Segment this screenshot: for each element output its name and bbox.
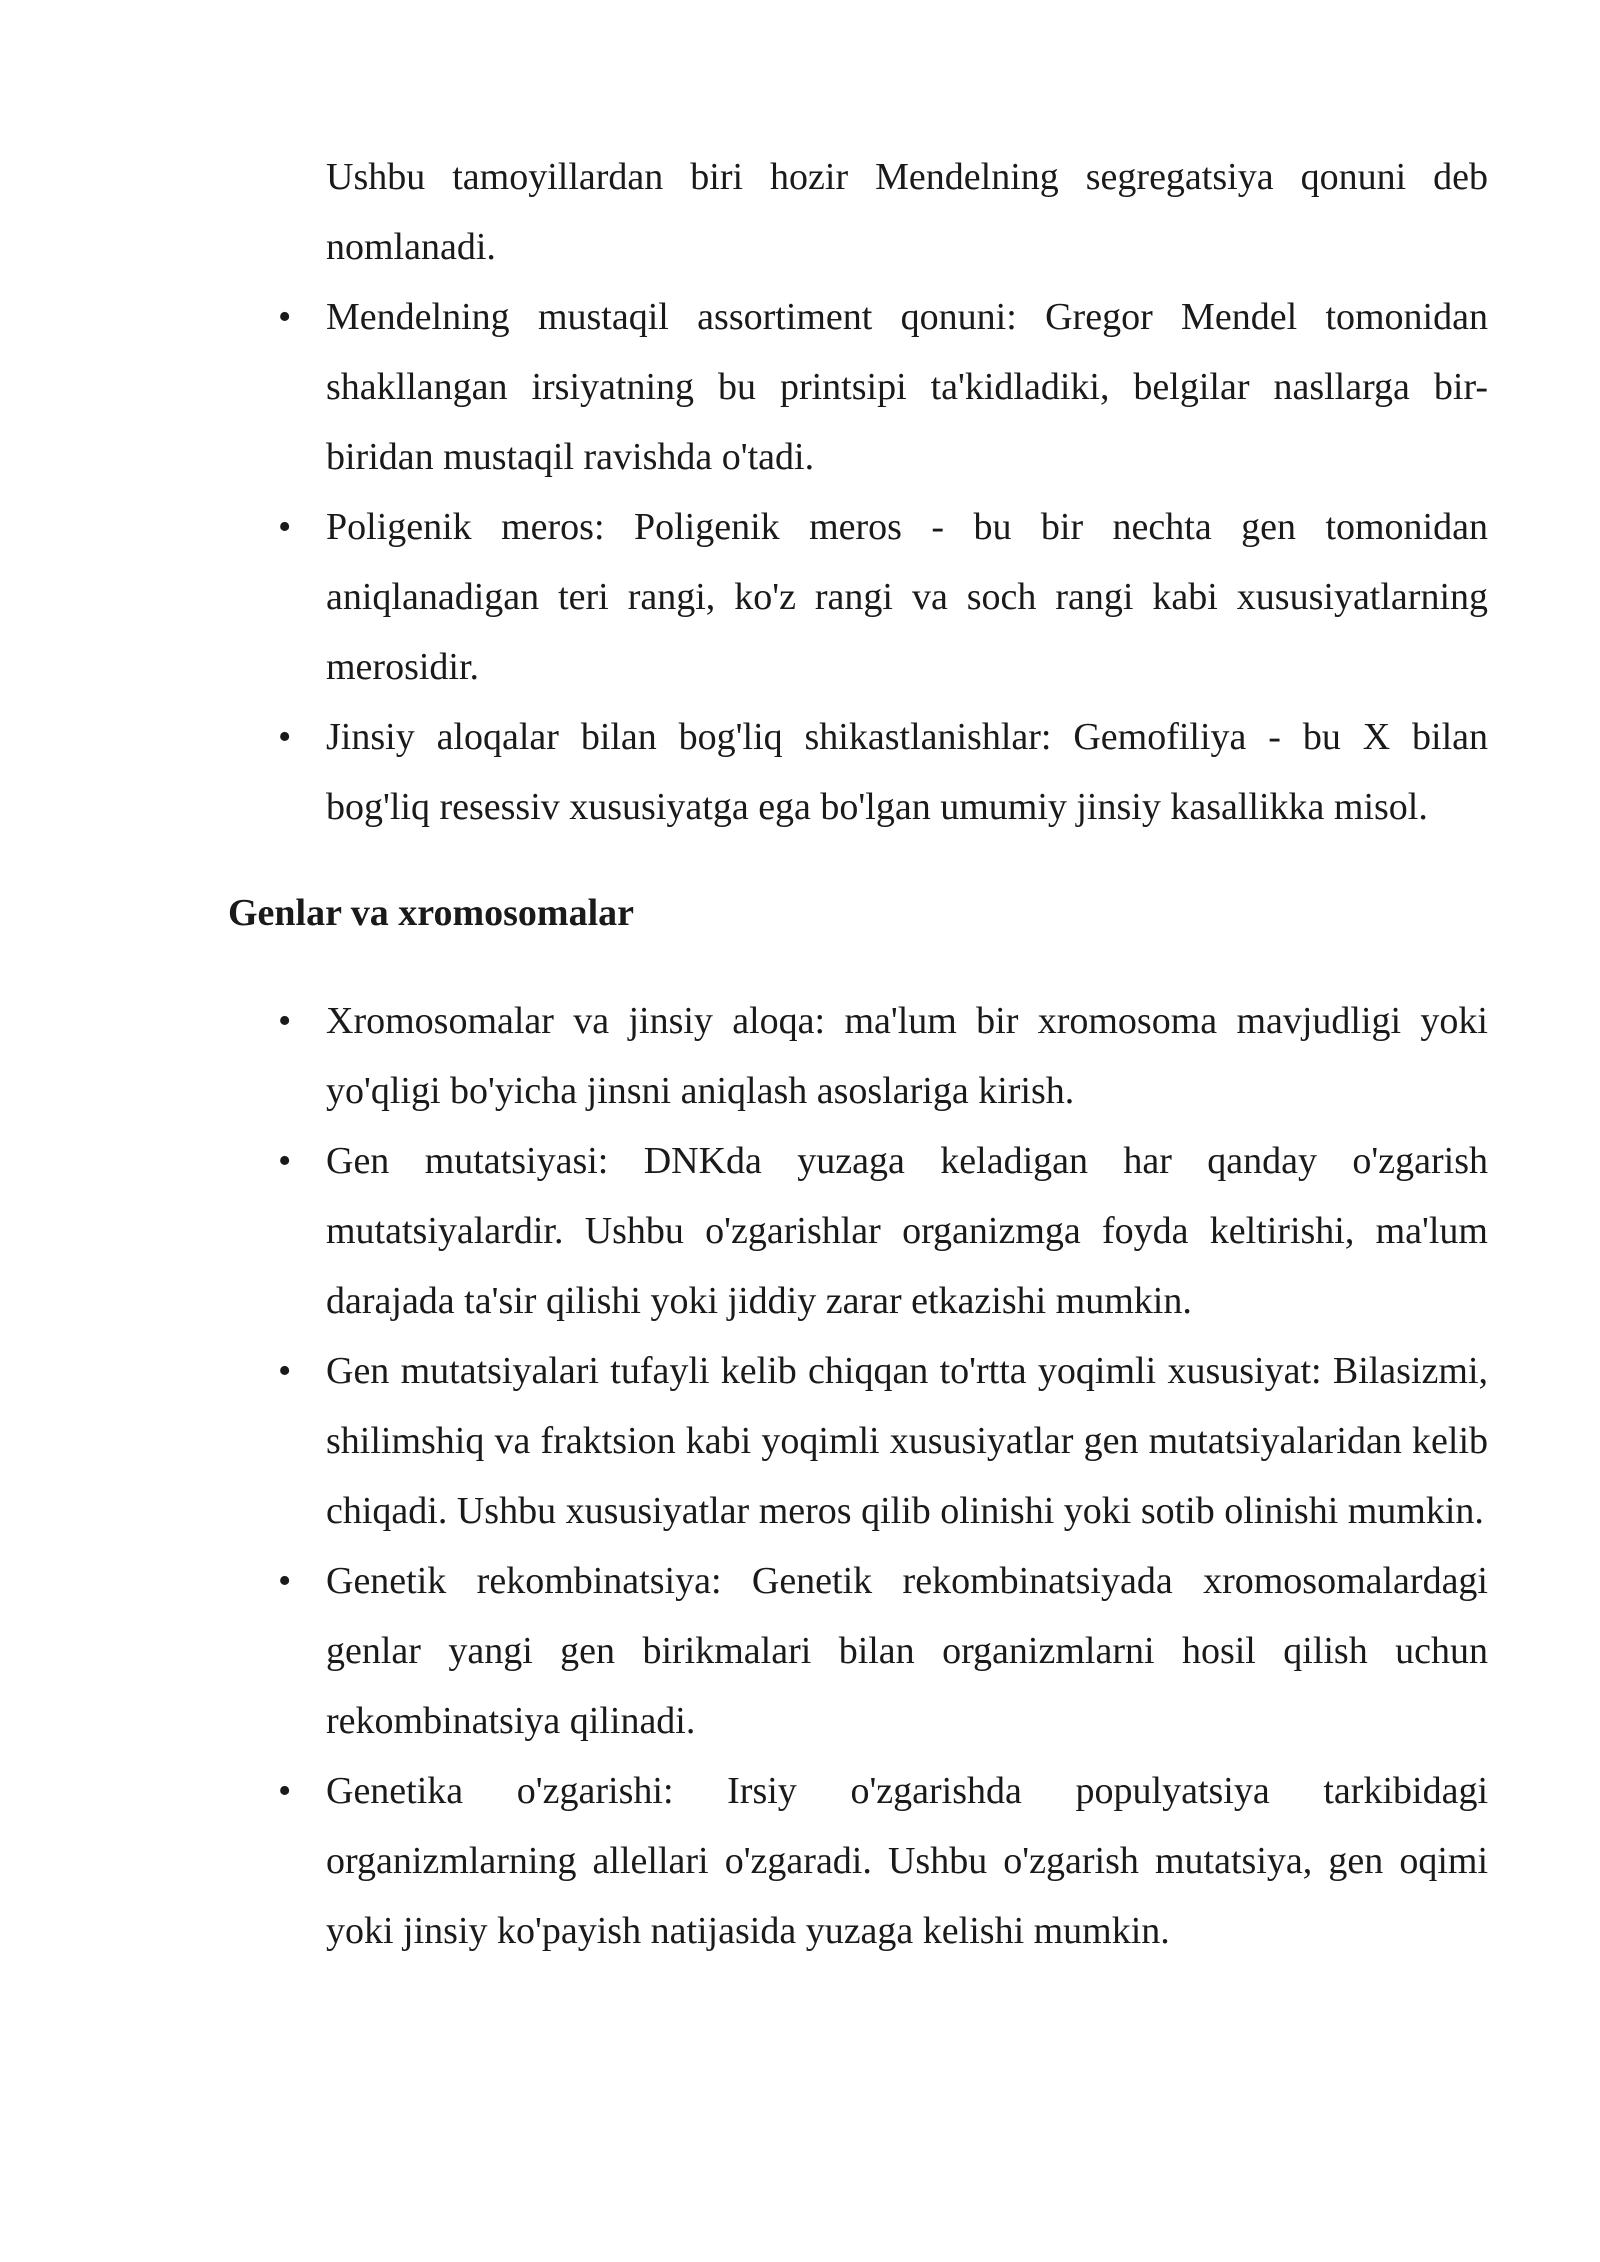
list-item-text: Mendelning mustaqil assortiment qonuni: Gregor Mendel tomonidan shakllangan irsiyatning bu printsipi ta'kidladiki, belgilar nasllarga bir-biridan mustaqil ravishda o'tadi. (326, 296, 1488, 478)
list-item (228, 1546, 1488, 1756)
bullet-icon: • (278, 1000, 292, 1042)
list-item-text: Gen mutatsiyasi: DNKda yuzaga keladigan har qanday o'zgarish mutatsiyalardir. Ushbu o'zgarishlar organizmga foyda keltirishi, ma'lum darajada ta'sir qilishi yoki jiddiy zarar etkazishi mumkin. (326, 1140, 1488, 1322)
page-content (228, 142, 1488, 1966)
bullet-icon: • (278, 296, 292, 338)
list-item-text: Genetika o'zgarishi: Irsiy o'zgarishda populyatsiya tarkibidagi organizmlarning allellari o'zgaradi. Ushbu o'zgarish mutatsiya, gen oqimi yoki jinsiy ko'payish natijasida yuzaga kelishi mumkin. (326, 1770, 1488, 1952)
list-item (228, 1756, 1488, 1966)
bullet-icon: • (278, 1770, 292, 1812)
intro-paragraph: Ushbu tamoyillardan biri hozir Mendelning segregatsiya qonuni deb nomlanadi. (326, 156, 1488, 268)
list-item (228, 702, 1488, 842)
spacer (228, 842, 1488, 878)
spacer (228, 948, 1488, 986)
list-item-text: Xromosomalar va jinsiy aloqa: ma'lum bir xromosoma mavjudligi yoki yo'qligi bo'yicha jinsni aniqlash asoslariga kirish. (326, 1000, 1488, 1112)
list-item (228, 1336, 1488, 1546)
bullet-list-inheritance (228, 282, 1488, 842)
bullet-icon: • (278, 716, 292, 758)
list-item-text: Poligenik meros: Poligenik meros - bu bir nechta gen tomonidan aniqlanadigan teri rangi, ko'z rangi va soch rangi kabi xususiyatlarning merosidir. (326, 506, 1488, 688)
bullet-icon: • (278, 1560, 292, 1602)
bullet-icon: • (278, 1350, 292, 1392)
list-item-text: Gen mutatsiyalari tufayli kelib chiqqan to'rtta yoqimli xususiyat: Bilasizmi, shilimshiq va fraktsion kabi yoqimli xususiyatlar gen mutatsiyalaridan kelib chiqadi. Ushbu xususiyatlar meros qilib olinishi yoki sotib olinishi mumkin. (326, 1350, 1488, 1532)
bullet-list-genes (228, 986, 1488, 1966)
list-item-text: Jinsiy aloqalar bilan bog'liq shikastlanishlar: Gemofiliya - bu X bilan bog'liq resessiv xususiyatga ega bo'lgan umumiy jinsiy kasallikka misol. (326, 716, 1488, 828)
section-heading: Genlar va xromosomalar (228, 892, 634, 934)
list-item (228, 1126, 1488, 1336)
bullet-icon: • (278, 1140, 292, 1182)
list-item-text: Genetik rekombinatsiya: Genetik rekombinatsiyada xromosomalardagi genlar yangi gen birikmalari bilan organizmlarni hosil qilish uchun rekombinatsiya qilinadi. (326, 1560, 1488, 1742)
list-item (228, 986, 1488, 1126)
list-item (228, 492, 1488, 702)
list-item (228, 282, 1488, 492)
bullet-icon: • (278, 506, 292, 548)
